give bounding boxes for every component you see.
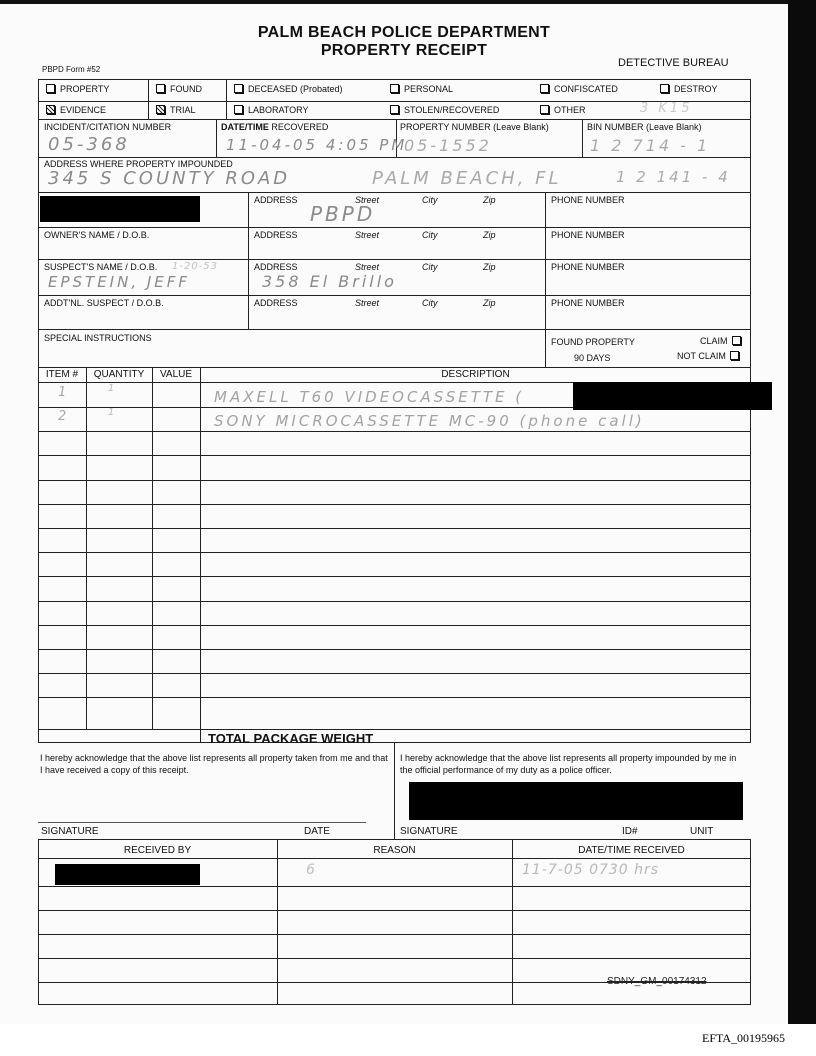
- party4-street-label: Street: [355, 298, 380, 308]
- checkbox-other[interactable]: OTHER: [540, 105, 586, 115]
- unit-label: UNIT: [690, 826, 714, 837]
- checkbox-confiscated[interactable]: CONFISCATED: [540, 84, 618, 94]
- row2-item: 2: [58, 409, 70, 424]
- address-impounded-extra: 1 2 141 - 4: [616, 168, 731, 186]
- row1-item: 1: [58, 385, 70, 400]
- col-description-header: DESCRIPTION: [441, 369, 510, 380]
- bureau-label: DETECTIVE BUREAU: [618, 57, 729, 69]
- party2-city-label: City: [422, 230, 438, 240]
- row2-description: SONY MICROCASSETTE MC-90 (phone call): [214, 412, 645, 430]
- reason-value: 6: [306, 862, 318, 878]
- total-weight-label: TOTAL PACKAGE WEIGHT: [208, 731, 374, 746]
- bin-number-label: BIN NUMBER (Leave Blank): [587, 122, 702, 132]
- col-value-header: VALUE: [159, 369, 193, 380]
- checkbox-evidence[interactable]: EVIDENCE: [46, 105, 106, 115]
- signature-label-right: SIGNATURE: [400, 826, 458, 837]
- party4-zip-label: Zip: [483, 298, 496, 308]
- incident-number-label: INCIDENT/CITATION NUMBER: [44, 122, 172, 132]
- received-row-divider: [38, 886, 751, 887]
- checkbox-stolen-recovered[interactable]: STOLEN/RECOVERED: [390, 105, 499, 115]
- address-impounded-city: PALM BEACH, FL: [372, 168, 562, 189]
- suspect-dob-value: 1-20-53: [172, 261, 219, 272]
- party3-phone-label: PHONE NUMBER: [551, 262, 625, 272]
- bates-number: EFTA_00195965: [702, 1031, 786, 1045]
- addl-suspect-label: ADDT'NL. SUSPECT / D.O.B.: [44, 298, 164, 308]
- scan-top-edge: [0, 0, 790, 4]
- datetime-received-value: 11-7-05 0730 hrs: [522, 862, 660, 878]
- datetime-received-header: DATE/TIME RECEIVED: [578, 845, 685, 856]
- party3-city-label: City: [422, 262, 438, 272]
- date-label: DATE: [304, 826, 330, 837]
- checkbox-destroy[interactable]: DESTROY: [660, 84, 718, 94]
- acknowledge-right-text: I hereby acknowledge that the above list represents all property impounded by me in the official performance of my duty as a police officer.: [400, 753, 737, 775]
- checkbox-laboratory[interactable]: LABORATORY: [234, 105, 309, 115]
- received-row-divider: [38, 958, 751, 959]
- party4-phone-label: PHONE NUMBER: [551, 298, 625, 308]
- found-property-label: FOUND PROPERTY: [551, 337, 635, 347]
- owner-name-label: OWNER'S NAME / D.O.B.: [44, 230, 150, 240]
- party2-phone-label: PHONE NUMBER: [551, 230, 625, 240]
- property-number-label: PROPERTY NUMBER (Leave Blank): [400, 122, 549, 132]
- party2-street-label: Street: [355, 230, 380, 240]
- party1-address-label: ADDRESS: [254, 195, 298, 205]
- party1-street-label: Street: [355, 195, 380, 205]
- suspect-name-label: SUSPECT'S NAME / D.O.B.: [44, 262, 158, 272]
- party1-address-value: PBPD: [310, 202, 376, 226]
- item-row-divider: [38, 625, 751, 626]
- item-row-divider: [38, 601, 751, 602]
- party4-address-label: ADDRESS: [254, 298, 298, 308]
- item-row-divider: [38, 576, 751, 577]
- sdny-stamp: SDNY_GM_00174312: [607, 976, 707, 987]
- col-quantity-header: QUANTITY: [93, 369, 145, 380]
- bin-number-value: 1 2 714 - 1: [590, 136, 711, 155]
- checkbox-property[interactable]: PROPERTY: [46, 84, 109, 94]
- date-recovered-label: DATE/TIME RECOVERED: [221, 122, 329, 132]
- id-label: ID#: [622, 826, 638, 837]
- suspect-address-value: 358 El Brillo: [262, 272, 397, 291]
- party3-address-label: ADDRESS: [254, 262, 298, 272]
- redacted-received-by: [55, 864, 200, 885]
- row1-description: MAXELL T60 VIDEOCASSETTE (: [214, 388, 525, 406]
- property-number-value: 05-1552: [404, 136, 492, 155]
- party3-zip-label: Zip: [483, 262, 496, 272]
- col-item-header: ITEM #: [45, 369, 79, 380]
- party4-city-label: City: [422, 298, 438, 308]
- item-row-divider: [38, 649, 751, 650]
- date-recovered-value: 11-04-05 4:05 PM: [226, 136, 408, 154]
- checkbox-trial[interactable]: TRIAL: [156, 105, 196, 115]
- item-row-divider: [38, 697, 751, 698]
- party1-zip-label: Zip: [483, 195, 496, 205]
- row1-qty: 1: [108, 383, 118, 394]
- special-instructions-label: SPECIAL INSTRUCTIONS: [44, 333, 152, 343]
- checkbox-found[interactable]: FOUND: [156, 84, 202, 94]
- address-impounded-label: ADDRESS WHERE PROPERTY IMPOUNDED: [44, 159, 233, 169]
- party1-city-label: City: [422, 195, 438, 205]
- form-number: PBPD Form #52: [42, 65, 101, 74]
- checkbox-deceased[interactable]: DECEASED (Probated): [234, 84, 343, 94]
- item-row-divider: [38, 431, 751, 432]
- claim-checkbox[interactable]: CLAIM: [700, 336, 746, 347]
- received-row-divider: [38, 934, 751, 935]
- reason-header: REASON: [373, 845, 416, 856]
- item-row-divider: [38, 673, 751, 674]
- party3-street-label: Street: [355, 262, 380, 272]
- received-by-header: RECEIVED BY: [123, 845, 192, 856]
- ninety-days-label: 90 DAYS: [574, 353, 611, 363]
- signature-label-left: SIGNATURE: [41, 826, 99, 837]
- not-claim-checkbox[interactable]: NOT CLAIM: [677, 351, 744, 362]
- suspect-name-value: EPSTEIN, JEFF: [48, 273, 191, 291]
- department-title: PALM BEACH POLICE DEPARTMENT: [257, 24, 551, 41]
- item-row-divider: [38, 552, 751, 553]
- checkbox-personal[interactable]: PERSONAL: [390, 84, 453, 94]
- item-row-divider: [38, 455, 751, 456]
- redacted-officer-signature: [409, 782, 743, 820]
- incident-number-value: 05-368: [48, 134, 130, 155]
- address-impounded-street: 345 S COUNTY ROAD: [48, 168, 291, 189]
- item-row-divider: [38, 504, 751, 505]
- other-handwritten: 3 K15: [640, 101, 693, 116]
- form-title: PROPERTY RECEIPT: [320, 42, 488, 59]
- received-row-divider: [38, 910, 751, 911]
- item-row-divider: [38, 528, 751, 529]
- party1-phone-label: PHONE NUMBER: [551, 195, 625, 205]
- redacted-description-1: [573, 382, 772, 410]
- scan-right-edge: [788, 0, 816, 1024]
- redacted-name-1: [40, 196, 200, 222]
- item-row-divider: [38, 480, 751, 481]
- row2-qty: 1: [108, 407, 118, 418]
- party2-address-label: ADDRESS: [254, 230, 298, 240]
- party2-zip-label: Zip: [483, 230, 496, 240]
- acknowledge-left-text: I hereby acknowledge that the above list represents all property taken from me and that I have received a copy of this receipt.: [40, 753, 388, 775]
